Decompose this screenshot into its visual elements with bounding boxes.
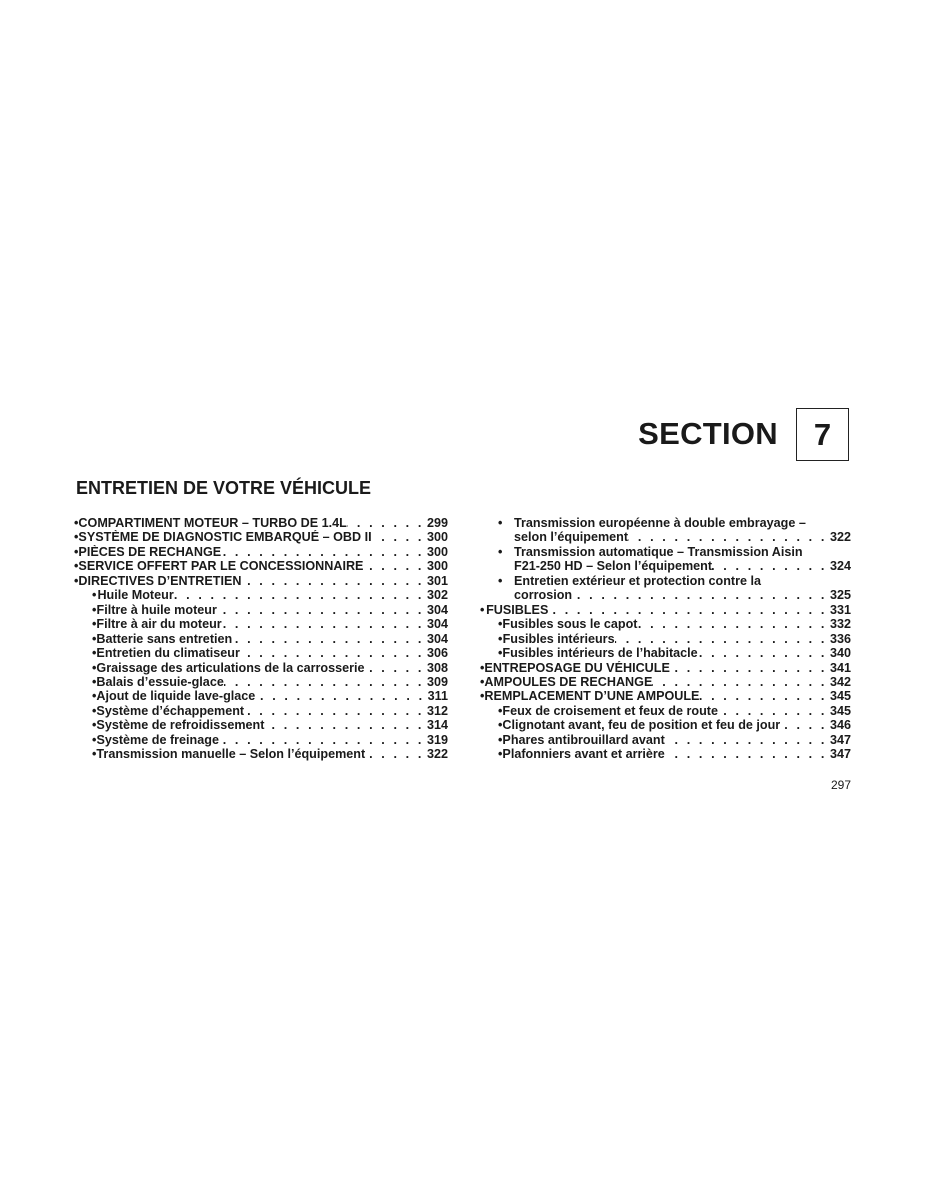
toc-right-column [480, 516, 851, 762]
toc-entry [480, 675, 851, 689]
toc-entry-title: Clignotant avant, feu de position et feu de jour [502, 718, 781, 733]
bullet-icon: • [498, 573, 503, 588]
bullet-icon: • [92, 689, 97, 704]
chapter-title: ENTRETIEN DE VOTRE VÉHICULE [76, 478, 372, 498]
toc-entry-page: 300 [426, 544, 448, 559]
dot-leader [241, 574, 427, 588]
toc-entry-page: 336 [829, 631, 851, 646]
toc-entry [74, 617, 448, 631]
bullet-icon: • [92, 718, 97, 733]
toc-entry-title: Balais d’essuie-glace [96, 674, 224, 689]
toc-entry [480, 516, 851, 545]
bullet-icon: • [498, 516, 503, 530]
bullet-icon: • [92, 646, 97, 661]
toc-entry-title: REMPLACEMENT D’UNE AMPOULE [484, 689, 700, 704]
toc-entry-title: COMPARTIMENT MOTEUR – TURBO DE 1.4L [78, 516, 347, 530]
bullet-icon: • [498, 631, 503, 646]
bullet-icon: • [498, 544, 503, 559]
section-label: SECTION [638, 416, 778, 451]
toc-entry-title: Huile Moteur [97, 588, 174, 603]
toc-entry-title: SYSTÈME DE DIAGNOSTIC EMBARQUÉ – OBD II [78, 530, 372, 545]
toc-entry-page: 302 [426, 588, 448, 603]
dot-leader [548, 603, 830, 617]
toc-entry-title: Batterie sans entretien [96, 631, 233, 646]
toc-entry [74, 704, 448, 718]
bullet-icon: • [74, 544, 79, 559]
toc-entry-title: Fusibles intérieurs [502, 631, 615, 646]
dot-leader [365, 661, 427, 675]
toc-entry [480, 747, 851, 761]
toc-entry-page: 331 [829, 602, 851, 617]
dot-leader [712, 559, 830, 573]
toc-entry-page: 300 [426, 530, 448, 545]
dot-leader [670, 661, 830, 675]
toc-entry-title: Système de refroidissement [96, 718, 265, 733]
dot-leader [372, 530, 427, 544]
toc-entry [480, 603, 851, 617]
dot-leader [665, 747, 830, 761]
toc-entry-title: SERVICE OFFERT PAR LE CONCESSIONNAIRE [78, 559, 364, 574]
toc-entry-title: DIRECTIVES D’ENTRETIEN [78, 573, 242, 588]
bullet-icon: • [92, 631, 97, 646]
toc-entry [480, 617, 851, 631]
toc-entry [74, 516, 448, 530]
bullet-icon: • [498, 732, 503, 747]
section-number-box: 7 [796, 408, 849, 461]
dot-leader [615, 632, 830, 646]
dot-leader [780, 718, 830, 732]
bullet-icon: • [480, 674, 485, 689]
toc-entry-title: Filtre à huile moteur [96, 602, 217, 617]
dot-leader [222, 617, 427, 631]
toc-entry-title: Entretien extérieur et protection contre la [514, 573, 762, 588]
toc-entry-title: Feux de croisement et feux de route [502, 703, 718, 718]
toc-entry [480, 574, 851, 603]
dot-leader [244, 704, 427, 718]
toc-entry [480, 545, 851, 574]
toc-entry-page: 301 [426, 573, 448, 588]
dot-leader [174, 588, 427, 602]
toc-entry-page: 306 [426, 646, 448, 661]
toc-entry [74, 530, 448, 544]
toc-entry [480, 689, 851, 703]
bullet-icon: • [92, 703, 97, 718]
dot-leader [363, 559, 427, 573]
toc-entry-page: 324 [829, 559, 851, 574]
toc-entry [74, 675, 448, 689]
toc-entry-page: 332 [829, 617, 851, 632]
toc-entry-page: 299 [426, 516, 448, 530]
toc-entry [74, 733, 448, 747]
toc-entry-page: 347 [829, 747, 851, 762]
bullet-icon: • [92, 588, 97, 603]
toc-entry-page: 312 [426, 703, 448, 718]
bullet-icon: • [74, 573, 79, 588]
bullet-icon: • [92, 732, 97, 747]
dot-leader [240, 646, 427, 660]
toc-entry-page: 341 [829, 660, 851, 675]
bullet-icon: • [480, 602, 485, 617]
toc-entry-title: Transmission européenne à double embrayage – [514, 516, 806, 530]
toc-entry [74, 574, 448, 588]
toc-entry [480, 718, 851, 732]
toc-entry [74, 632, 448, 646]
toc-entry-page: 322 [829, 530, 851, 545]
dot-leader [638, 617, 830, 631]
toc-entry-page: 304 [426, 602, 448, 617]
toc-entry-title: Plafonniers avant et arrière [502, 747, 665, 762]
bullet-icon: • [498, 718, 503, 733]
toc-entry-page: 304 [426, 617, 448, 632]
bullet-icon: • [92, 660, 97, 675]
toc-entry-title: Fusibles intérieurs de l’habitacle [502, 646, 698, 661]
toc-entry-title: Transmission automatique – Transmission Aisin [514, 544, 803, 559]
bullet-icon: • [92, 617, 97, 632]
toc-entry-title: Système d’échappement [96, 703, 245, 718]
dot-leader [665, 733, 830, 747]
toc-entry [74, 747, 448, 761]
bullet-icon: • [498, 646, 503, 661]
toc-entry-title: ENTREPOSAGE DU VÉHICULE [484, 660, 670, 675]
toc-entry-page: 322 [426, 747, 448, 762]
toc-entry-title: Système de freinage [96, 732, 219, 747]
bullet-icon: • [480, 660, 485, 675]
toc-entry-title: Filtre à air du moteur [96, 617, 222, 632]
toc-entry [480, 704, 851, 718]
toc-entry-title: Entretien du climatiseur [96, 646, 240, 661]
toc-entry-page: 319 [426, 732, 448, 747]
toc-entry [480, 646, 851, 660]
bullet-icon: • [92, 602, 97, 617]
bullet-icon: • [498, 617, 503, 632]
page-number: 297 [830, 778, 851, 792]
toc-entry-title: Transmission manuelle – Selon l’équipement [96, 747, 366, 762]
toc-entry-page: 308 [426, 660, 448, 675]
toc-entry [74, 718, 448, 732]
toc-entry [74, 545, 448, 559]
dot-leader [652, 675, 830, 689]
bullet-icon: • [480, 689, 485, 704]
toc-entry-page: 311 [427, 689, 448, 704]
dot-leader [264, 718, 427, 732]
dot-leader [255, 689, 427, 703]
toc-entry-page: 300 [426, 559, 448, 574]
dot-leader [699, 689, 830, 703]
dot-leader [224, 675, 427, 689]
bullet-icon: • [74, 559, 79, 574]
toc-entry [74, 603, 448, 617]
toc-entry-page: 346 [829, 718, 851, 733]
toc-entry-page: 314 [426, 718, 448, 733]
bullet-icon: • [498, 747, 503, 762]
toc-entry-title: PIÈCES DE RECHANGE [78, 544, 222, 559]
toc-entry-title: selon l’équipement [514, 530, 629, 545]
bullet-icon: • [92, 674, 97, 689]
toc-entry-page: 309 [426, 674, 448, 689]
toc-entry [74, 646, 448, 660]
toc-entry-title: F21-250 HD – Selon l’équipement [514, 559, 713, 574]
toc-entry-page: 304 [426, 631, 448, 646]
toc-entry-title: corrosion [514, 588, 573, 603]
toc-entry-title: Graissage des articulations de la carrosserie [96, 660, 365, 675]
bullet-icon: • [92, 747, 97, 762]
toc-entry [74, 559, 448, 573]
bullet-icon: • [498, 703, 503, 718]
toc-entry [74, 661, 448, 675]
toc-entry [74, 689, 448, 703]
dot-leader [628, 530, 830, 544]
toc-entry [480, 632, 851, 646]
toc-entry-page: 325 [829, 588, 851, 603]
dot-leader [365, 747, 427, 761]
toc-entry-title: FUSIBLES [486, 602, 549, 617]
bullet-icon: • [74, 516, 79, 530]
dot-leader [221, 545, 427, 559]
toc-entry [480, 733, 851, 747]
dot-leader [698, 646, 830, 660]
dot-leader [219, 733, 427, 747]
dot-leader [718, 704, 830, 718]
toc-entry-title: Fusibles sous le capot [502, 617, 638, 632]
toc-entry-title: Phares antibrouillard avant [502, 732, 665, 747]
toc-entry [74, 588, 448, 602]
toc-entry-page: 342 [829, 674, 851, 689]
dot-leader [572, 588, 830, 602]
toc-entry-page: 347 [829, 732, 851, 747]
dot-leader [347, 516, 427, 530]
toc-entry-title: Ajout de liquide lave-glace [96, 689, 256, 704]
dot-leader [217, 603, 427, 617]
toc-entry-title: AMPOULES DE RECHANGE [484, 674, 653, 689]
toc-entry-page: 345 [829, 703, 851, 718]
toc-entry-page: 345 [829, 689, 851, 704]
toc-entry-page: 340 [829, 646, 851, 661]
toc-left-column [74, 516, 448, 762]
toc-entry [480, 661, 851, 675]
bullet-icon: • [74, 530, 79, 545]
dot-leader [232, 632, 427, 646]
